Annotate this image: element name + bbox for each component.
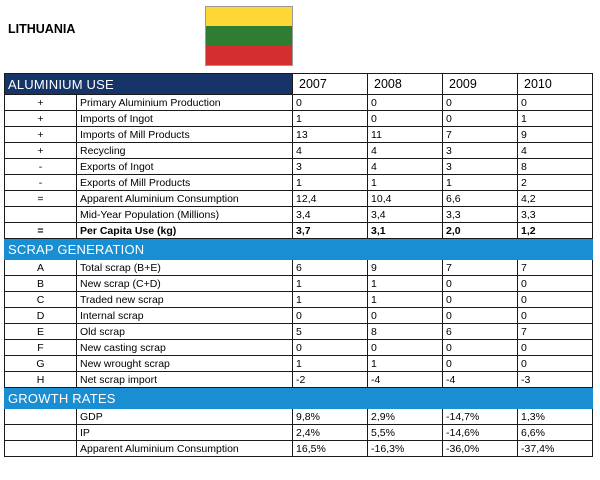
row-value: 3,3 (443, 207, 518, 223)
year-header: 2010 (518, 74, 593, 95)
year-header: 2008 (368, 74, 443, 95)
flag-stripe-yellow (206, 7, 292, 26)
year-header: 2007 (293, 74, 368, 95)
row-symbol: = (5, 191, 77, 207)
flag-stripe-red (206, 46, 292, 65)
table-row (5, 207, 593, 223)
row-value: 0 (368, 308, 443, 324)
row-value: 8 (518, 159, 593, 175)
table-row (5, 292, 593, 308)
row-value: 2,4% (293, 425, 368, 441)
row-value: 0 (293, 308, 368, 324)
row-value: 1 (368, 276, 443, 292)
row-value: 4 (293, 143, 368, 159)
table-row (5, 127, 593, 143)
row-value: -36,0% (443, 441, 518, 457)
row-value: 3,3 (518, 207, 593, 223)
row-symbol: = (5, 223, 77, 239)
row-value: 0 (443, 276, 518, 292)
row-value: -4 (368, 372, 443, 388)
row-value: -14,6% (443, 425, 518, 441)
row-value: 1 (518, 111, 593, 127)
section-header-growth-rates (5, 388, 593, 409)
row-symbol: B (5, 276, 77, 292)
row-value: 1 (443, 175, 518, 191)
row-value: 5 (293, 324, 368, 340)
row-label: Exports of Mill Products (77, 175, 293, 191)
row-symbol (5, 441, 77, 457)
row-value: 0 (368, 340, 443, 356)
row-label: Total scrap (B+E) (77, 260, 293, 276)
section-title: GROWTH RATES (5, 388, 593, 409)
row-value: 6,6 (443, 191, 518, 207)
row-value: 3,4 (368, 207, 443, 223)
row-value: 6 (293, 260, 368, 276)
row-label: Exports of Ingot (77, 159, 293, 175)
row-symbol (5, 207, 77, 223)
row-value: -14,7% (443, 409, 518, 425)
row-label: IP (77, 425, 293, 441)
row-symbol: C (5, 292, 77, 308)
row-value: 0 (518, 356, 593, 372)
row-label: Per Capita Use (kg) (77, 223, 293, 239)
row-value: 8 (368, 324, 443, 340)
table-row (5, 260, 593, 276)
table-row (5, 175, 593, 191)
row-value: 0 (368, 95, 443, 111)
lithuania-flag (205, 6, 293, 66)
row-symbol: H (5, 372, 77, 388)
row-label: Recycling (77, 143, 293, 159)
row-value: 0 (518, 95, 593, 111)
row-value: 4 (368, 159, 443, 175)
row-value: 0 (518, 308, 593, 324)
section-header-scrap-generation (5, 239, 593, 260)
flag-stripe-green (206, 26, 292, 45)
section-title: SCRAP GENERATION (5, 239, 593, 260)
row-value: 1 (293, 356, 368, 372)
section-title: ALUMINIUM USE (5, 74, 293, 95)
row-value: -37,4% (518, 441, 593, 457)
row-value: 7 (443, 127, 518, 143)
row-value: 16,5% (293, 441, 368, 457)
row-label: Net scrap import (77, 372, 293, 388)
row-value: 0 (518, 292, 593, 308)
row-value: 0 (443, 340, 518, 356)
row-value: 7 (518, 260, 593, 276)
row-value: 1 (368, 356, 443, 372)
table-row (5, 324, 593, 340)
row-label: Imports of Ingot (77, 111, 293, 127)
row-value: 0 (443, 111, 518, 127)
row-symbol: + (5, 143, 77, 159)
row-label: New scrap (C+D) (77, 276, 293, 292)
row-label: Apparent Aluminium Consumption (77, 191, 293, 207)
row-value: 0 (518, 276, 593, 292)
row-value: -2 (293, 372, 368, 388)
row-label: Imports of Mill Products (77, 127, 293, 143)
year-header: 2009 (443, 74, 518, 95)
row-label: Old scrap (77, 324, 293, 340)
table-row (5, 425, 593, 441)
row-symbol: - (5, 159, 77, 175)
row-value: 1,2 (518, 223, 593, 239)
row-value: 4 (368, 143, 443, 159)
row-value: 0 (443, 95, 518, 111)
table-row (5, 372, 593, 388)
row-value: 3,7 (293, 223, 368, 239)
row-value: 0 (368, 111, 443, 127)
row-value: 13 (293, 127, 368, 143)
row-value: 3,1 (368, 223, 443, 239)
row-value: 1 (293, 111, 368, 127)
row-value: 6 (443, 324, 518, 340)
row-value: 0 (443, 356, 518, 372)
row-symbol: D (5, 308, 77, 324)
row-value: 0 (518, 340, 593, 356)
row-value: 5,5% (368, 425, 443, 441)
table-row (5, 308, 593, 324)
aluminium-data-table (4, 73, 593, 457)
row-symbol: + (5, 111, 77, 127)
row-value: 9,8% (293, 409, 368, 425)
row-value: 6,6% (518, 425, 593, 441)
row-value: 1,3% (518, 409, 593, 425)
table-row (5, 95, 593, 111)
row-value: 3 (293, 159, 368, 175)
row-value: 1 (368, 292, 443, 308)
row-value: 1 (293, 276, 368, 292)
row-symbol: F (5, 340, 77, 356)
row-symbol: + (5, 127, 77, 143)
table-row (5, 191, 593, 207)
row-value: 3 (443, 159, 518, 175)
row-symbol: - (5, 175, 77, 191)
row-value: -16,3% (368, 441, 443, 457)
row-value: 3,4 (293, 207, 368, 223)
row-value: 3 (443, 143, 518, 159)
row-value: -3 (518, 372, 593, 388)
table-row (5, 143, 593, 159)
row-value: 12,4 (293, 191, 368, 207)
row-value: 0 (293, 340, 368, 356)
row-symbol: E (5, 324, 77, 340)
row-value: 9 (368, 260, 443, 276)
row-value: 2,0 (443, 223, 518, 239)
row-label: Apparent Aluminium Consumption (77, 441, 293, 457)
row-value: 9 (518, 127, 593, 143)
row-value: 0 (443, 308, 518, 324)
row-value: 1 (293, 292, 368, 308)
row-value: 0 (293, 95, 368, 111)
row-label: GDP (77, 409, 293, 425)
row-label: Primary Aluminium Production (77, 95, 293, 111)
row-value: 1 (368, 175, 443, 191)
row-symbol (5, 425, 77, 441)
row-value: 10,4 (368, 191, 443, 207)
row-label: Traded new scrap (77, 292, 293, 308)
row-value: 2,9% (368, 409, 443, 425)
country-title: LITHUANIA (8, 22, 76, 36)
row-label: New casting scrap (77, 340, 293, 356)
table-row (5, 276, 593, 292)
row-value: 0 (443, 292, 518, 308)
table-row (5, 441, 593, 457)
table-row (5, 223, 593, 239)
row-value: 4,2 (518, 191, 593, 207)
row-label: Mid-Year Population (Millions) (77, 207, 293, 223)
section-header-aluminium-use (5, 74, 593, 95)
table-row (5, 159, 593, 175)
row-value: 4 (518, 143, 593, 159)
table-row (5, 409, 593, 425)
row-value: 2 (518, 175, 593, 191)
table-row (5, 356, 593, 372)
table-row (5, 340, 593, 356)
row-symbol: + (5, 95, 77, 111)
table-body (5, 74, 593, 457)
row-value: 7 (518, 324, 593, 340)
row-label: New wrought scrap (77, 356, 293, 372)
row-value: 7 (443, 260, 518, 276)
row-value: 1 (293, 175, 368, 191)
row-symbol: G (5, 356, 77, 372)
row-label: Internal scrap (77, 308, 293, 324)
row-symbol: A (5, 260, 77, 276)
table-row (5, 111, 593, 127)
row-value: 11 (368, 127, 443, 143)
row-value: -4 (443, 372, 518, 388)
row-symbol (5, 409, 77, 425)
